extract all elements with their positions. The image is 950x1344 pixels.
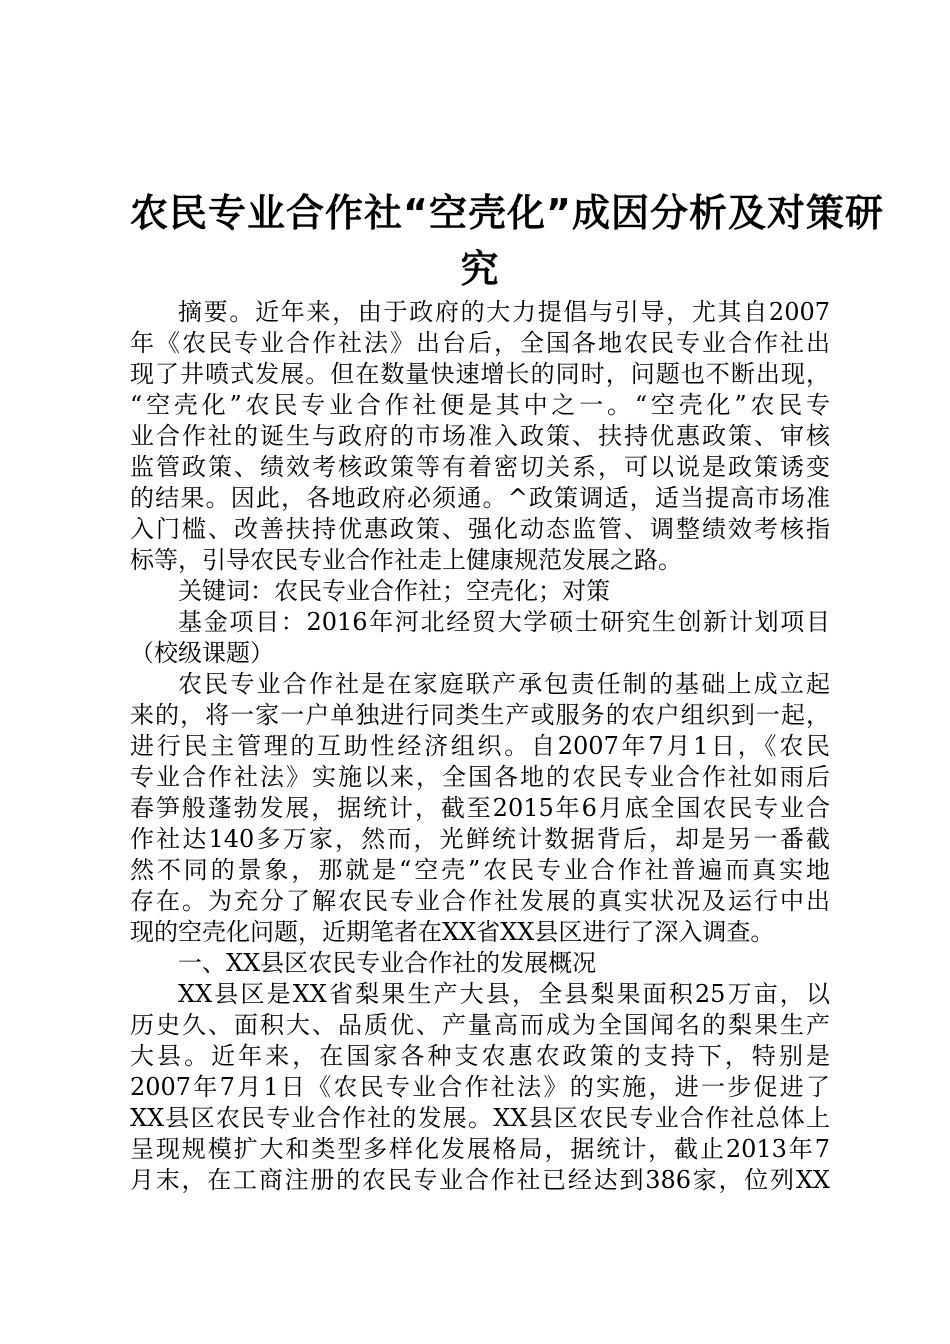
body-text-line: 农民专业合作社是在家庭联产承包责任制的基础上成立起 bbox=[178, 670, 830, 698]
body-text-line: 入门槛、改善扶持优惠政策、强化动态监管、调整绩效考核指 bbox=[130, 515, 830, 543]
body-text-line: 年《农民专业合作社法》出台后，全国各地农民专业合作社出 bbox=[130, 329, 830, 357]
body-text-line: 一、XX县区农民专业合作社的发展概况 bbox=[178, 949, 597, 977]
body-text-line: “空壳化”农民专业合作社便是其中之一。“空壳化”农民专 bbox=[130, 391, 830, 419]
title-line: 农民专业合作社“空壳化”成因分析及对策研 bbox=[130, 191, 884, 235]
body-text-line: 春笋般蓬勃发展，据统计，截至2015年6月底全国农民专业合 bbox=[130, 794, 830, 822]
body-text-line: 来的，将一家一户单独进行同类生产或服务的农户组织到一起， bbox=[130, 701, 830, 729]
body-text-line: 监管政策、绩效考核政策等有着密切关系，可以说是政策诱变 bbox=[130, 453, 830, 481]
body-text-line: （校级课题） bbox=[130, 639, 274, 667]
body-text-line: 呈现规模扩大和类型多样化发展格局，据统计，截止2013年7 bbox=[130, 1135, 830, 1163]
body-text-line: 历史久、面积大、品质优、产量高而成为全国闻名的梨果生产 bbox=[130, 1011, 830, 1039]
body-text-line: 大县。近年来，在国家各种支农惠农政策的支持下，特别是 bbox=[130, 1042, 830, 1070]
body-text-line: 业合作社的诞生与政府的市场准入政策、扶持优惠政策、审核 bbox=[130, 422, 830, 450]
body-text-line: XX县区是XX省梨果生产大县，全县梨果面积25万亩，以 bbox=[178, 980, 830, 1008]
body-text-line: 基金项目：2016年河北经贸大学硕士研究生创新计划项目 bbox=[178, 608, 830, 636]
body-text-line: XX县区农民专业合作社的发展。XX县区农民专业合作社总体上 bbox=[130, 1104, 830, 1132]
body-text-line: 摘要。近年来，由于政府的大力提倡与引导，尤其自2007 bbox=[178, 298, 830, 326]
body-text-line: 的结果。因此，各地政府必须通。^政策调适，适当提高市场准 bbox=[130, 484, 830, 512]
document-page bbox=[130, 0, 884, 1344]
body-text-line: 关键词：农民专业合作社；空壳化；对策 bbox=[178, 577, 610, 605]
body-text-line: 进行民主管理的互助性经济组织。自2007年7月1日，《农民 bbox=[130, 732, 830, 760]
body-text-line: 然不同的景象，那就是“空壳”农民专业合作社普遍而真实地 bbox=[130, 856, 830, 884]
body-text-line: 存在。为充分了解农民专业合作社发展的真实状况及运行中出 bbox=[130, 887, 830, 915]
body-text-line: 标等，引导农民专业合作社走上健康规范发展之路。 bbox=[130, 546, 682, 574]
body-text-line: 现的空壳化问题，近期笔者在XX省XX县区进行了深入调查。 bbox=[130, 918, 775, 946]
body-text-line: 2007年7月1日《农民专业合作社法》的实施，进一步促进了 bbox=[130, 1073, 830, 1101]
body-text-line: 专业合作社法》实施以来，全国各地的农民专业合作社如雨后 bbox=[130, 763, 830, 791]
document-body bbox=[130, 297, 830, 1196]
body-text-line: 月末，在工商注册的农民专业合作社已经达到386家，位列XX bbox=[130, 1166, 830, 1194]
body-text-line: 现了井喷式发展。但在数量快速增长的同时，问题也不断出现， bbox=[130, 360, 830, 388]
title-line: 究 bbox=[460, 247, 500, 291]
document-title bbox=[130, 185, 884, 297]
body-text-line: 作社达140多万家，然而，光鲜统计数据背后，却是另一番截 bbox=[130, 825, 830, 853]
